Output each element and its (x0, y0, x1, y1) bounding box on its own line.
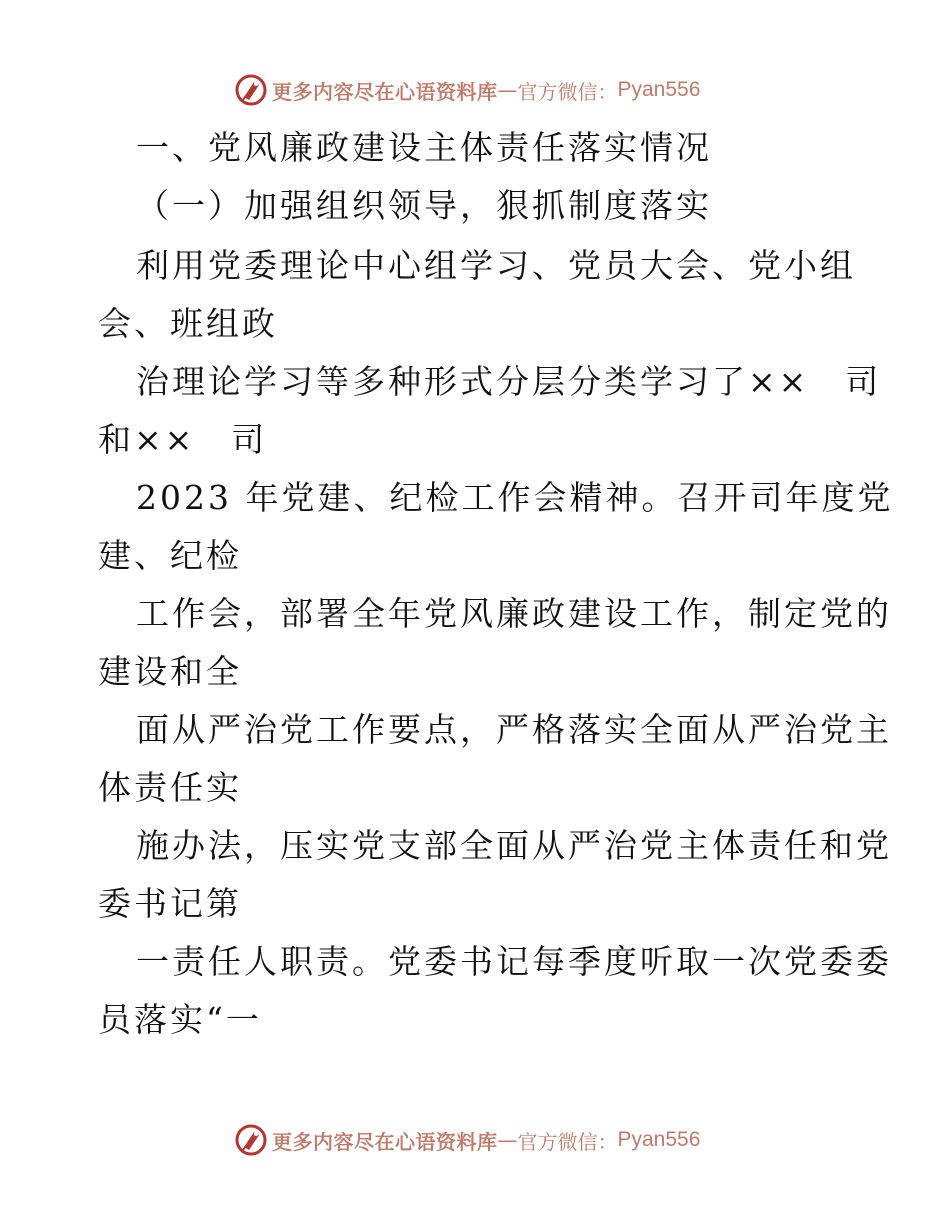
body-line: 建设和全 (98, 652, 242, 691)
header-watermark-banner (234, 72, 700, 108)
banner-dash: — (497, 1128, 518, 1152)
body-line: 会、班组政 (98, 304, 278, 343)
body-line: 委书记第 (98, 884, 242, 923)
pen-logo-icon (234, 1123, 268, 1157)
body-line: 和×× 司 (98, 420, 268, 459)
body-line: 2023 年党建、纪检工作会精神。召开司年度党 (136, 478, 894, 517)
banner-wechat-label: 官方微信： (517, 1129, 618, 1154)
banner-wechat-id: Pyan556 (617, 1128, 701, 1151)
body-line: 施办法，压实党支部全面从严治党主体责任和党 (136, 826, 892, 865)
body-line: 工作会，部署全年党风廉政建设工作，制定党的 (136, 594, 892, 633)
banner-wechat-id: Pyan556 (617, 78, 701, 101)
body-line: 员落实“一 (98, 1000, 262, 1039)
body-line: 一责任人职责。党委书记每季度听取一次党委委 (136, 942, 892, 981)
section-heading: 一、党风廉政建设主体责任落实情况 (136, 128, 712, 167)
footer-watermark-banner (234, 1122, 700, 1158)
body-line: 治理论学习等多种形式分层分类学习了×× 司 (136, 362, 882, 401)
banner-wechat-label: 官方微信： (517, 79, 618, 104)
body-line: 建、纪检 (98, 536, 242, 575)
body-line: 体责任实 (98, 768, 242, 807)
section-subheading: （一）加强组织领导，狠抓制度落实 (136, 186, 712, 225)
banner-dash: — (497, 78, 518, 102)
body-line: 利用党委理论中心组学习、党员大会、党小组 (136, 246, 856, 285)
body-line: 面从严治党工作要点，严格落实全面从严治党主 (136, 710, 892, 749)
banner-site-text: 更多内容尽在心语资料库 (272, 1129, 498, 1154)
pen-logo-icon (234, 73, 268, 107)
banner-site-text: 更多内容尽在心语资料库 (272, 79, 498, 104)
